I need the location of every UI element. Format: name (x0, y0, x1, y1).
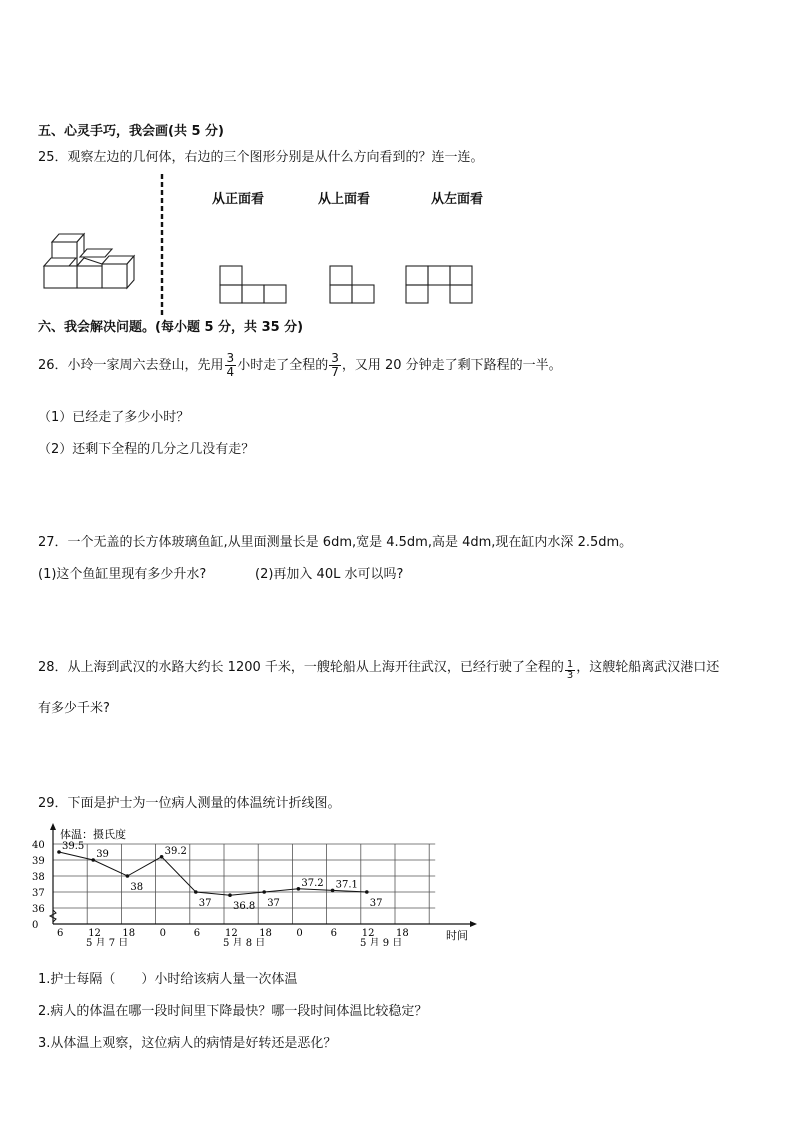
q26-part1: 26．小玲一家周六去登山，先用 (38, 358, 224, 373)
data-point (365, 890, 369, 894)
x-tick-label: 12 (225, 928, 238, 939)
q26-fraction-1 (225, 352, 237, 379)
y-tick-label: 0 (32, 920, 39, 931)
view-grid-top (330, 266, 374, 303)
x-axis-arrow (470, 921, 477, 927)
data-label: 39 (96, 849, 109, 860)
chart-ylabel: 体温：摄氏度 (60, 828, 126, 841)
y-tick-label: 38 (32, 872, 45, 883)
q28-part2: ，这艘轮船离武汉港口还 (576, 660, 720, 675)
section6-title: 六、我会解决问题。(每小题 5 分，共 35 分) (38, 320, 304, 335)
q26-frac2-numerator: 3 (331, 351, 339, 365)
x-tick-label: 18 (396, 928, 409, 939)
x-tick-label: 0 (296, 928, 303, 939)
x-tick-label: 6 (330, 928, 337, 939)
q26-sub2: （2）还剩下全程的几分之几没有走？ (38, 442, 255, 457)
data-point (331, 889, 335, 893)
data-point (91, 858, 95, 862)
date-label: 5 月 9 日 (360, 938, 403, 946)
q28-line1 (38, 652, 719, 684)
x-tick-label: 18 (122, 928, 136, 939)
chart-xlabel: 时间 (446, 929, 468, 942)
data-point (126, 874, 130, 878)
q28-frac-numerator: 1 (566, 659, 574, 670)
y-tick-label: 36 (32, 904, 45, 915)
y-tick-label: 37 (32, 888, 45, 899)
q28-part1: 28．从上海到武汉的水路大约长 1200 千米，一艘轮船从上海开往武汉，已经行驶了全程的 (38, 660, 564, 675)
q26-sub1: （1）已经走了多少小时？ (38, 410, 190, 425)
data-label: 37 (198, 898, 212, 909)
q27-sub2: (2)再加入 40L 水可以吗? (255, 567, 404, 582)
view-grid-front (220, 266, 286, 303)
q29-sub3: 3.从体温上观察，这位病人的病情是好转还是恶化？ (38, 1036, 337, 1051)
x-tick-label: 12 (88, 928, 101, 939)
q25-figure (40, 172, 175, 320)
data-label: 37 (267, 898, 280, 909)
data-point (160, 855, 164, 859)
q27-sub1: (1)这个鱼缸里现有多少升水? (38, 567, 207, 582)
data-point (194, 890, 198, 894)
q29-sub1: 1.护士每隔（ ）小时给该病人量一次体温 (38, 972, 298, 987)
data-label: 37 (369, 898, 383, 909)
q28-fraction (565, 660, 575, 681)
x-tick-label: 0 (159, 928, 166, 939)
q26-frac1-denominator: 4 (226, 365, 235, 379)
data-label: 36.8 (233, 901, 256, 913)
q26-fraction-2 (329, 352, 341, 379)
view-label-front: 从正面看 (212, 192, 265, 207)
q25-view-grids (218, 264, 478, 306)
q26-frac1-numerator: 3 (226, 351, 235, 365)
q28-line2: 有多少千米? (38, 701, 110, 716)
data-point (57, 850, 61, 854)
data-point (228, 893, 232, 897)
view-label-top: 从上面看 (318, 192, 371, 207)
q27-text: 27．一个无盖的长方体玻璃鱼缸,从里面测量长是 6dm,宽是 4.5dm,高是 4dm,现在缸内水深 2.5dm。 (38, 535, 633, 550)
x-tick-label: 12 (361, 928, 375, 939)
data-label: 37.1 (335, 879, 358, 891)
y-tick-label: 39 (32, 856, 45, 867)
q25-text: 25．观察左边的几何体，右边的三个图形分别是从什么方向看到的？连一连。 (38, 150, 484, 165)
x-tick-label: 6 (57, 928, 64, 939)
q29-text: 29．下面是护士为一位病人测量的体温统计折线图。 (38, 796, 341, 811)
view-label-left: 从左面看 (431, 192, 484, 207)
date-label: 5 月 8 日 (223, 938, 266, 946)
cube-stack-figure (44, 234, 134, 288)
data-label: 39.5 (62, 841, 85, 852)
data-label: 38 (130, 882, 144, 893)
q26-text (38, 349, 562, 383)
q26-frac2-denominator: 7 (331, 365, 339, 379)
q29-sub2: 2.病人的体温在哪一段时间里下降最快？哪一段时间体温比较稳定？ (38, 1004, 428, 1019)
view-grid-left (406, 266, 472, 303)
y-tick-label: 40 (32, 840, 45, 851)
data-point (262, 890, 266, 894)
date-label: 5 月 7 日 (86, 938, 129, 946)
temperature-line-chart (30, 822, 480, 946)
y-axis-arrow (50, 823, 56, 830)
data-point (297, 887, 301, 891)
q26-part2: 小时走了全程的 (237, 358, 329, 373)
data-label: 39.2 (164, 845, 187, 857)
q26-part3: ，又用 20 分钟走了剩下路程的一半。 (341, 358, 562, 373)
section5-title: 五、心灵手巧，我会画(共 5 分) (38, 124, 224, 139)
x-tick-label: 18 (259, 928, 272, 939)
q28-frac-denominator: 3 (566, 670, 574, 681)
x-tick-label: 6 (193, 928, 201, 939)
data-label: 37.2 (301, 877, 324, 889)
